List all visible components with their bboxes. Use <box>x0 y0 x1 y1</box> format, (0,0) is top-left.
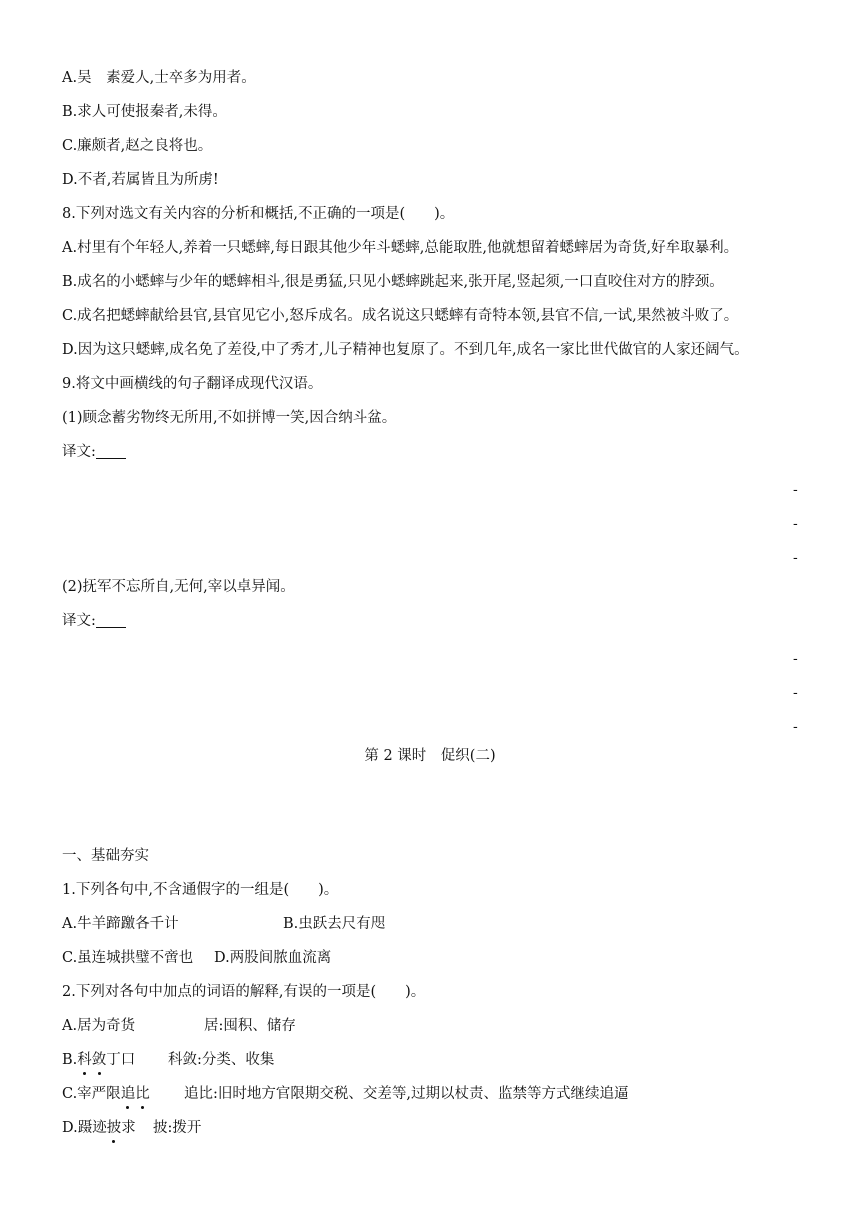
translation-label: 译文: <box>62 613 96 629</box>
q2-stem: 2.下列对各句中加点的词语的解释,有误的一项是( )。 <box>62 984 426 1000</box>
option-suffix: 丁口 <box>106 1052 136 1068</box>
q2-option-a <box>62 1016 135 1036</box>
option-prefix: B. <box>62 1052 78 1068</box>
q8-option-c: C.成名把蟋蟀献给县官,县官见它小,怒斥成名。成名说这只蟋蟀有奇特本领,县官不信,一试,果然被斗败了。 <box>62 308 739 324</box>
translation-line-2[interactable] <box>62 611 126 631</box>
q1-stem: 1.下列各句中,不含通假字的一组是( )。 <box>62 882 339 898</box>
answer-line-dash: - <box>793 550 798 566</box>
q8-option-b: B.成名的小蟋蟀与少年的蟋蟀相斗,很是勇猛,只见小蟋蟀跳起来,张开尾,竖起须,一口直咬住对方的脖颈。 <box>62 274 724 290</box>
q9-sentence-2: (2)抚军不忘所自,无何,宰以卓异闻。 <box>62 579 295 595</box>
dotted-char: 追 <box>120 1086 136 1102</box>
lesson-title: 第 2 课时 促织(二) <box>364 748 496 764</box>
q9-sentence-1: (1)顾念蓄劣物终无所用,不如拼博一笑,因合纳斗盆。 <box>62 410 397 426</box>
q2-option-c <box>62 1084 150 1104</box>
q7-option-a: A.吴 素爱人,士卒多为用者。 <box>62 70 256 86</box>
q7-option-d: D.不者,若属皆且为所虏! <box>62 172 219 188</box>
option-suffix: 求 <box>121 1120 136 1136</box>
answer-blank[interactable] <box>96 613 126 628</box>
q1-option-a: A.牛羊蹄躈各千计 <box>62 916 179 932</box>
q8-option-d: D.因为这只蟋蟀,成名免了差役,中了秀才,儿子精神也复原了。不到几年,成名一家比世代做官的人家还阔气。 <box>62 342 749 358</box>
dotted-char: 科 <box>77 1052 92 1068</box>
q2-option-c-explanation: 追比:旧时地方官限期交税、交差等,过期以杖责、监禁等方式继续追逼 <box>184 1086 629 1102</box>
q9-stem: 9.将文中画横线的句子翻译成现代汉语。 <box>62 376 323 392</box>
q1-option-c: C.虽连城拱璧不啻也 <box>62 950 194 966</box>
option-prefix: C.宰严限 <box>62 1086 121 1102</box>
q2-option-d <box>62 1118 136 1138</box>
q8-stem: 8.下列对选文有关内容的分析和概括,不正确的一项是( )。 <box>62 206 455 222</box>
q1-option-d: D.两股间脓血流离 <box>214 950 332 966</box>
option-prefix: D.蹑迹 <box>62 1120 107 1136</box>
q2-option-b-explanation: 科敛:分类、收集 <box>168 1052 275 1068</box>
translation-label: 译文: <box>62 444 96 460</box>
q7-option-c: C.廉颇者,赵之良将也。 <box>62 138 213 154</box>
answer-blank[interactable] <box>96 444 126 459</box>
answer-line-dash: - <box>793 651 798 667</box>
translation-line-1[interactable] <box>62 442 126 462</box>
dotted-char: 敛 <box>91 1052 107 1068</box>
q8-option-a: A.村里有个年轻人,养着一只蟋蟀,每日跟其他少年斗蟋蟀,总能取胜,他就想留着蟋蟀居为奇货,好牟取暴利。 <box>62 240 739 256</box>
q2-option-a-explanation: 居:囤积、储存 <box>204 1018 296 1034</box>
q2-option-b <box>62 1050 135 1070</box>
answer-line-dash: - <box>793 685 798 701</box>
q7-option-b: B.求人可使报秦者,未得。 <box>62 104 227 120</box>
dotted-char: 披 <box>106 1120 122 1136</box>
answer-line-dash: - <box>793 516 798 532</box>
answer-line-dash: - <box>793 719 798 735</box>
q1-option-b: B.虫跃去尺有咫 <box>283 916 386 932</box>
q2-option-d-explanation: 披:拨开 <box>153 1120 202 1136</box>
section-heading: 一、基础夯实 <box>62 848 149 864</box>
answer-line-dash: - <box>793 482 798 498</box>
option-phrase: A.居为奇货 <box>62 1018 136 1034</box>
dotted-char: 比 <box>135 1086 150 1102</box>
